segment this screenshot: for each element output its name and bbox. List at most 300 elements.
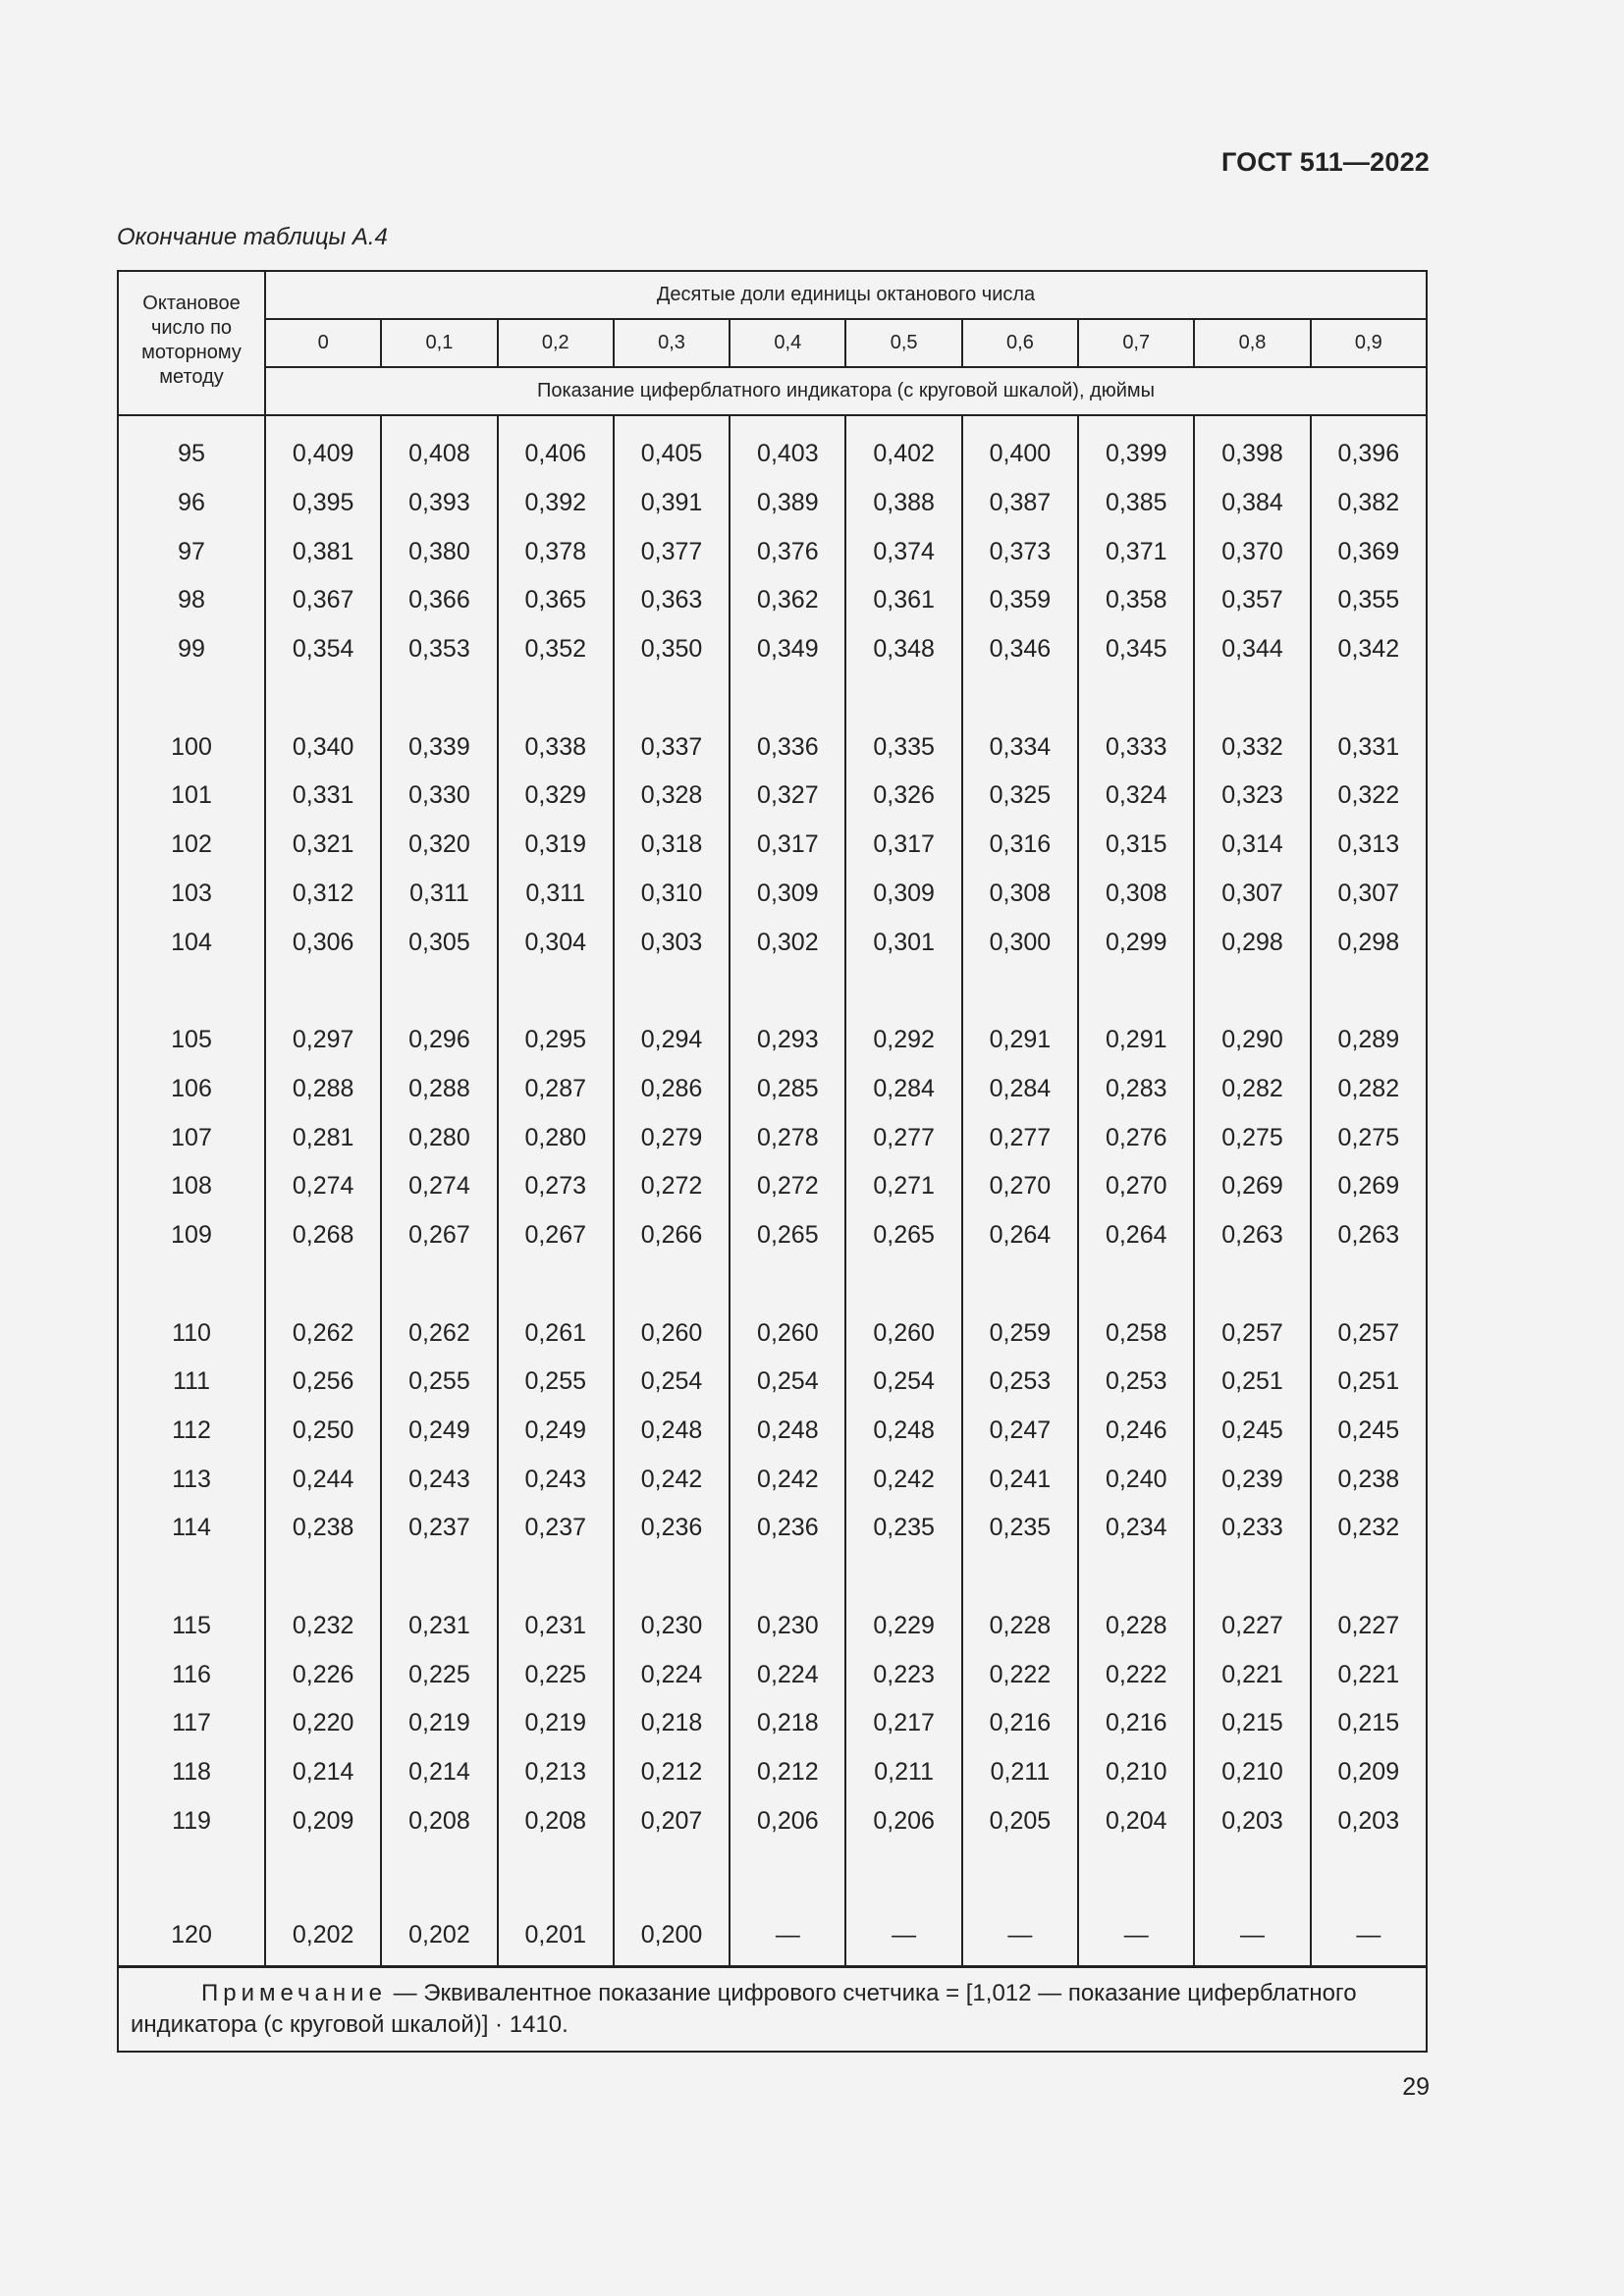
spacer-cell <box>614 967 730 1016</box>
reading-cell: 0,366 <box>381 576 497 625</box>
reading-cell: 0,275 <box>1194 1113 1310 1162</box>
spacer-cell <box>730 1259 845 1308</box>
octane-number-cell: 95 <box>118 415 265 479</box>
table-row <box>118 772 1427 821</box>
spacer-cell <box>1311 1553 1427 1602</box>
spacer-cell <box>962 967 1078 1016</box>
table-row <box>118 415 1427 479</box>
spacer-cell <box>498 673 614 722</box>
reading-cell: 0,238 <box>265 1504 381 1553</box>
reading-cell: 0,342 <box>1311 625 1427 674</box>
reading-cell: 0,250 <box>265 1407 381 1456</box>
group-spacer-row <box>118 967 1427 1016</box>
spacer-cell <box>1311 1259 1427 1308</box>
reading-cell: 0,241 <box>962 1455 1078 1504</box>
reading-cell: 0,270 <box>962 1162 1078 1211</box>
table-row <box>118 1748 1427 1797</box>
reading-cell: 0,285 <box>730 1065 845 1114</box>
spacer-cell <box>498 1259 614 1308</box>
reading-cell: 0,408 <box>381 415 497 479</box>
reading-cell: 0,282 <box>1194 1065 1310 1114</box>
reading-cell: 0,203 <box>1194 1797 1310 1846</box>
reading-cell: 0,231 <box>498 1602 614 1651</box>
reading-cell: 0,220 <box>265 1699 381 1748</box>
reading-cell: 0,235 <box>845 1504 961 1553</box>
reading-cell: 0,217 <box>845 1699 961 1748</box>
spacer-cell <box>845 967 961 1016</box>
reading-cell: 0,211 <box>962 1748 1078 1797</box>
reading-cell: 0,298 <box>1194 918 1310 967</box>
reading-cell: 0,354 <box>265 625 381 674</box>
reading-cell: 0,281 <box>265 1113 381 1162</box>
reading-cell: 0,310 <box>614 870 730 919</box>
reading-cell: 0,255 <box>381 1358 497 1407</box>
reading-cell: 0,207 <box>614 1797 730 1846</box>
spacer-cell <box>1078 673 1194 722</box>
reading-cell: 0,399 <box>1078 415 1194 479</box>
spacer-cell <box>1311 1845 1427 1895</box>
reading-cell: 0,242 <box>730 1455 845 1504</box>
spacer-cell <box>845 1845 961 1895</box>
column-header: 0,6 <box>962 319 1078 367</box>
spacer-cell <box>265 967 381 1016</box>
reading-cell: 0,200 <box>614 1895 730 1967</box>
octane-number-cell: 120 <box>118 1895 265 1967</box>
spacer-cell <box>381 967 497 1016</box>
reading-cell: 0,328 <box>614 772 730 821</box>
octane-number-cell: 109 <box>118 1211 265 1260</box>
reading-cell: 0,316 <box>962 821 1078 870</box>
reading-cell: 0,345 <box>1078 625 1194 674</box>
note-lead: Примечание <box>201 1980 387 2007</box>
reading-cell: 0,268 <box>265 1211 381 1260</box>
reading-cell: 0,243 <box>381 1455 497 1504</box>
reading-cell: 0,395 <box>265 479 381 528</box>
table-row <box>118 1650 1427 1699</box>
reading-cell: 0,402 <box>845 415 961 479</box>
reading-cell: 0,255 <box>498 1358 614 1407</box>
reading-cell: 0,264 <box>962 1211 1078 1260</box>
spacer-cell <box>1194 967 1310 1016</box>
octane-number-cell: 114 <box>118 1504 265 1553</box>
reading-cell: 0,385 <box>1078 479 1194 528</box>
reading-cell: 0,388 <box>845 479 961 528</box>
reading-cell: 0,336 <box>730 722 845 772</box>
reading-cell: 0,212 <box>614 1748 730 1797</box>
reading-cell: 0,249 <box>381 1407 497 1456</box>
reading-cell: 0,378 <box>498 527 614 576</box>
octane-number-cell: 101 <box>118 772 265 821</box>
reading-cell: 0,273 <box>498 1162 614 1211</box>
spacer-cell <box>381 673 497 722</box>
col0-header: Октановое число по моторному методу <box>118 271 265 415</box>
reading-cell: 0,218 <box>730 1699 845 1748</box>
reading-cell: 0,331 <box>1311 722 1427 772</box>
spacer-cell <box>1078 1259 1194 1308</box>
reading-cell: 0,363 <box>614 576 730 625</box>
reading-cell: 0,254 <box>730 1358 845 1407</box>
reading-cell: 0,337 <box>614 722 730 772</box>
reading-cell: — <box>730 1895 845 1967</box>
spacer-cell <box>498 1553 614 1602</box>
octane-number-cell: 110 <box>118 1308 265 1358</box>
reading-cell: 0,213 <box>498 1748 614 1797</box>
octane-number-cell: 104 <box>118 918 265 967</box>
reading-cell: 0,271 <box>845 1162 961 1211</box>
reading-cell: 0,236 <box>614 1504 730 1553</box>
reading-cell: 0,276 <box>1078 1113 1194 1162</box>
octane-number-cell: 117 <box>118 1699 265 1748</box>
reading-cell: 0,362 <box>730 576 845 625</box>
reading-cell: 0,312 <box>265 870 381 919</box>
reading-cell: 0,254 <box>845 1358 961 1407</box>
reading-cell: 0,287 <box>498 1065 614 1114</box>
reading-cell: 0,308 <box>962 870 1078 919</box>
reading-cell: 0,369 <box>1311 527 1427 576</box>
reading-cell: — <box>1311 1895 1427 1967</box>
reading-cell: 0,206 <box>730 1797 845 1846</box>
spacer-cell <box>1078 1845 1194 1895</box>
reading-cell: 0,237 <box>381 1504 497 1553</box>
table-note <box>118 1967 1427 2053</box>
column-header-row <box>118 319 1427 367</box>
reading-cell: 0,222 <box>962 1650 1078 1699</box>
group-spacer-row <box>118 1845 1427 1895</box>
reading-cell: 0,260 <box>730 1308 845 1358</box>
reading-cell: 0,275 <box>1311 1113 1427 1162</box>
reading-cell: 0,338 <box>498 722 614 772</box>
reading-cell: 0,219 <box>498 1699 614 1748</box>
reading-cell: 0,228 <box>962 1602 1078 1651</box>
reading-cell: 0,224 <box>730 1650 845 1699</box>
reading-cell: 0,248 <box>614 1407 730 1456</box>
reading-cell: 0,259 <box>962 1308 1078 1358</box>
reading-cell: 0,314 <box>1194 821 1310 870</box>
reading-cell: 0,242 <box>845 1455 961 1504</box>
reading-cell: 0,264 <box>1078 1211 1194 1260</box>
table-row <box>118 625 1427 674</box>
reading-cell: 0,262 <box>381 1308 497 1358</box>
reading-cell: 0,216 <box>1078 1699 1194 1748</box>
reading-cell: 0,370 <box>1194 527 1310 576</box>
octane-number-cell: 98 <box>118 576 265 625</box>
reading-cell: 0,209 <box>1311 1748 1427 1797</box>
reading-cell: 0,214 <box>381 1748 497 1797</box>
column-header: 0,7 <box>1078 319 1194 367</box>
reading-cell: 0,260 <box>845 1308 961 1358</box>
reading-cell: 0,309 <box>845 870 961 919</box>
reading-cell: 0,355 <box>1311 576 1427 625</box>
reading-cell: 0,321 <box>265 821 381 870</box>
reading-cell: 0,304 <box>498 918 614 967</box>
reading-cell: 0,297 <box>265 1016 381 1065</box>
reading-cell: 0,405 <box>614 415 730 479</box>
reading-cell: 0,201 <box>498 1895 614 1967</box>
reading-cell: 0,282 <box>1311 1065 1427 1114</box>
reading-cell: 0,365 <box>498 576 614 625</box>
octane-number-cell: 107 <box>118 1113 265 1162</box>
reading-cell: 0,389 <box>730 479 845 528</box>
spacer-cell <box>1194 1845 1310 1895</box>
reading-cell: 0,348 <box>845 625 961 674</box>
column-header: 0,5 <box>845 319 961 367</box>
reading-cell: 0,302 <box>730 918 845 967</box>
reading-cell: 0,260 <box>614 1308 730 1358</box>
reading-cell: 0,329 <box>498 772 614 821</box>
column-header: 0,4 <box>730 319 845 367</box>
reading-cell: 0,317 <box>730 821 845 870</box>
reading-cell: 0,204 <box>1078 1797 1194 1846</box>
reading-cell: 0,203 <box>1311 1797 1427 1846</box>
reading-cell: 0,209 <box>265 1797 381 1846</box>
reading-cell: 0,229 <box>845 1602 961 1651</box>
spacer-cell <box>1194 673 1310 722</box>
reading-cell: 0,327 <box>730 772 845 821</box>
spacer-cell <box>1194 1553 1310 1602</box>
reading-cell: — <box>962 1895 1078 1967</box>
octane-number-cell: 100 <box>118 722 265 772</box>
octane-number-cell: 108 <box>118 1162 265 1211</box>
table-row <box>118 1211 1427 1260</box>
reading-cell: 0,291 <box>962 1016 1078 1065</box>
reading-cell: 0,392 <box>498 479 614 528</box>
group-header: Десятые доли единицы октанового числа <box>265 271 1427 319</box>
reading-cell: — <box>1078 1895 1194 1967</box>
reading-cell: 0,244 <box>265 1455 381 1504</box>
octane-number-cell: 106 <box>118 1065 265 1114</box>
reading-cell: 0,235 <box>962 1504 1078 1553</box>
reading-cell: 0,352 <box>498 625 614 674</box>
spacer-cell <box>498 967 614 1016</box>
reading-cell: 0,221 <box>1194 1650 1310 1699</box>
reading-cell: 0,270 <box>1078 1162 1194 1211</box>
octane-number-cell: 96 <box>118 479 265 528</box>
reading-cell: 0,233 <box>1194 1504 1310 1553</box>
reading-cell: 0,340 <box>265 722 381 772</box>
reading-cell: 0,286 <box>614 1065 730 1114</box>
reading-cell: 0,307 <box>1311 870 1427 919</box>
reading-cell: 0,308 <box>1078 870 1194 919</box>
reading-cell: 0,253 <box>962 1358 1078 1407</box>
reading-cell: 0,326 <box>845 772 961 821</box>
reading-cell: 0,212 <box>730 1748 845 1797</box>
reading-cell: 0,317 <box>845 821 961 870</box>
reading-cell: 0,311 <box>381 870 497 919</box>
reading-cell: 0,216 <box>962 1699 1078 1748</box>
reading-cell: 0,225 <box>381 1650 497 1699</box>
note-text: — Эквивалентное показание цифрового счетчика = [1,012 — показание циферблатного индикатора (с круговой шкалой)] · 1410. <box>131 1980 1357 2039</box>
octane-number-cell: 105 <box>118 1016 265 1065</box>
table-row <box>118 870 1427 919</box>
reading-cell: 0,248 <box>845 1407 961 1456</box>
reading-cell: 0,210 <box>1194 1748 1310 1797</box>
table-caption: Окончание таблицы А.4 <box>117 224 388 250</box>
reading-cell: 0,277 <box>845 1113 961 1162</box>
group-spacer-row <box>118 1553 1427 1602</box>
table-row <box>118 1162 1427 1211</box>
spacer-cell <box>265 1845 381 1895</box>
reading-cell: 0,288 <box>265 1065 381 1114</box>
reading-cell: 0,330 <box>381 772 497 821</box>
octane-table <box>117 270 1428 2053</box>
reading-cell: 0,293 <box>730 1016 845 1065</box>
reading-cell: 0,240 <box>1078 1455 1194 1504</box>
spacer-cell <box>265 1259 381 1308</box>
reading-cell: 0,361 <box>845 576 961 625</box>
reading-cell: 0,263 <box>1194 1211 1310 1260</box>
reading-cell: 0,274 <box>265 1162 381 1211</box>
reading-cell: 0,205 <box>962 1797 1078 1846</box>
reading-cell: 0,381 <box>265 527 381 576</box>
reading-cell: — <box>1194 1895 1310 1967</box>
reading-cell: 0,280 <box>498 1113 614 1162</box>
octane-number-cell: 116 <box>118 1650 265 1699</box>
reading-cell: 0,262 <box>265 1308 381 1358</box>
reading-cell: 0,299 <box>1078 918 1194 967</box>
reading-cell: 0,333 <box>1078 722 1194 772</box>
reading-cell: 0,272 <box>614 1162 730 1211</box>
reading-cell: 0,202 <box>381 1895 497 1967</box>
reading-cell: 0,208 <box>381 1797 497 1846</box>
reading-cell: 0,243 <box>498 1455 614 1504</box>
reading-cell: 0,380 <box>381 527 497 576</box>
reading-cell: 0,221 <box>1311 1650 1427 1699</box>
reading-cell: 0,238 <box>1311 1455 1427 1504</box>
reading-cell: 0,323 <box>1194 772 1310 821</box>
reading-cell: 0,208 <box>498 1797 614 1846</box>
reading-cell: 0,256 <box>265 1358 381 1407</box>
spacer-cell <box>962 1259 1078 1308</box>
reading-cell: 0,267 <box>498 1211 614 1260</box>
reading-cell: 0,228 <box>1078 1602 1194 1651</box>
reading-cell: 0,202 <box>265 1895 381 1967</box>
spacer-cell <box>845 673 961 722</box>
reading-cell: 0,398 <box>1194 415 1310 479</box>
reading-cell: 0,254 <box>614 1358 730 1407</box>
spacer-cell <box>730 1845 845 1895</box>
reading-cell: 0,331 <box>265 772 381 821</box>
octane-number-cell: 97 <box>118 527 265 576</box>
reading-cell: 0,206 <box>845 1797 961 1846</box>
reading-cell: 0,387 <box>962 479 1078 528</box>
table-row <box>118 576 1427 625</box>
table-row <box>118 1358 1427 1407</box>
reading-cell: 0,284 <box>962 1065 1078 1114</box>
reading-cell: 0,245 <box>1311 1407 1427 1456</box>
reading-cell: 0,224 <box>614 1650 730 1699</box>
reading-cell: 0,339 <box>381 722 497 772</box>
reading-cell: 0,325 <box>962 772 1078 821</box>
table-row <box>118 1065 1427 1114</box>
reading-cell: 0,311 <box>498 870 614 919</box>
reading-cell: 0,403 <box>730 415 845 479</box>
reading-cell: 0,373 <box>962 527 1078 576</box>
spacer-cell <box>118 1845 265 1895</box>
octane-number-cell: 103 <box>118 870 265 919</box>
octane-number-cell: 112 <box>118 1407 265 1456</box>
reading-cell: 0,269 <box>1194 1162 1310 1211</box>
reading-cell: 0,301 <box>845 918 961 967</box>
spacer-cell <box>730 1553 845 1602</box>
spacer-cell <box>1311 673 1427 722</box>
spacer-cell <box>962 1553 1078 1602</box>
reading-cell: 0,322 <box>1311 772 1427 821</box>
table-row <box>118 1308 1427 1358</box>
reading-cell: 0,237 <box>498 1504 614 1553</box>
reading-cell: 0,400 <box>962 415 1078 479</box>
reading-cell: 0,249 <box>498 1407 614 1456</box>
reading-cell: 0,251 <box>1311 1358 1427 1407</box>
reading-cell: 0,396 <box>1311 415 1427 479</box>
reading-cell: 0,357 <box>1194 576 1310 625</box>
reading-cell: 0,291 <box>1078 1016 1194 1065</box>
reading-cell: 0,280 <box>381 1113 497 1162</box>
reading-cell: 0,258 <box>1078 1308 1194 1358</box>
reading-cell: 0,222 <box>1078 1650 1194 1699</box>
spacer-cell <box>265 673 381 722</box>
reading-cell: 0,294 <box>614 1016 730 1065</box>
reading-cell: 0,232 <box>265 1602 381 1651</box>
reading-cell: 0,359 <box>962 576 1078 625</box>
reading-cell: 0,306 <box>265 918 381 967</box>
reading-cell: 0,367 <box>265 576 381 625</box>
octane-number-cell: 102 <box>118 821 265 870</box>
spacer-cell <box>962 673 1078 722</box>
reading-cell: 0,236 <box>730 1504 845 1553</box>
octane-number-cell: 115 <box>118 1602 265 1651</box>
reading-cell: 0,267 <box>381 1211 497 1260</box>
reading-cell: 0,274 <box>381 1162 497 1211</box>
reading-cell: 0,211 <box>845 1748 961 1797</box>
octane-number-cell: 119 <box>118 1797 265 1846</box>
reading-cell: 0,289 <box>1311 1016 1427 1065</box>
reading-cell: 0,344 <box>1194 625 1310 674</box>
reading-cell: 0,376 <box>730 527 845 576</box>
table-row <box>118 1504 1427 1553</box>
reading-cell: 0,246 <box>1078 1407 1194 1456</box>
reading-cell: 0,234 <box>1078 1504 1194 1553</box>
table-row <box>118 722 1427 772</box>
table-row <box>118 1797 1427 1846</box>
reading-cell: — <box>845 1895 961 1967</box>
column-header: 0 <box>265 319 381 367</box>
column-header: 0,1 <box>381 319 497 367</box>
spacer-cell <box>118 1259 265 1308</box>
reading-cell: 0,231 <box>381 1602 497 1651</box>
reading-cell: 0,332 <box>1194 722 1310 772</box>
reading-cell: 0,242 <box>614 1455 730 1504</box>
units-header: Показание циферблатного индикатора (с круговой шкалой), дюймы <box>265 367 1427 415</box>
spacer-cell <box>962 1845 1078 1895</box>
spacer-cell <box>118 967 265 1016</box>
reading-cell: 0,215 <box>1311 1699 1427 1748</box>
reading-cell: 0,247 <box>962 1407 1078 1456</box>
table-row <box>118 1895 1427 1967</box>
reading-cell: 0,300 <box>962 918 1078 967</box>
table-row <box>118 1455 1427 1504</box>
reading-cell: 0,230 <box>614 1602 730 1651</box>
standard-designation: ГОСТ 511—2022 <box>1221 147 1430 177</box>
reading-cell: 0,263 <box>1311 1211 1427 1260</box>
reading-cell: 0,296 <box>381 1016 497 1065</box>
reading-cell: 0,303 <box>614 918 730 967</box>
table-row <box>118 918 1427 967</box>
reading-cell: 0,409 <box>265 415 381 479</box>
reading-cell: 0,391 <box>614 479 730 528</box>
reading-cell: 0,210 <box>1078 1748 1194 1797</box>
spacer-cell <box>381 1259 497 1308</box>
spacer-cell <box>614 673 730 722</box>
